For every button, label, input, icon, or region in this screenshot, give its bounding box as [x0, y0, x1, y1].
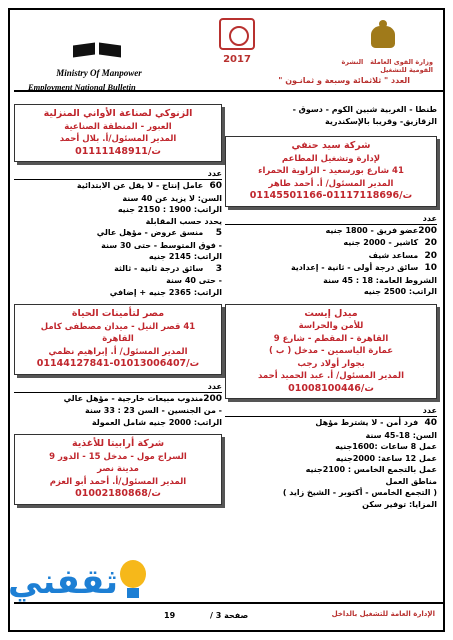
jobs-list — [14, 393, 222, 429]
job-text: سائق درجة أولى - ثانية - إعدادية — [290, 263, 419, 272]
job-row — [225, 453, 437, 465]
header-year: 2017 — [223, 54, 251, 65]
lightbulb-icon — [118, 560, 148, 602]
job-row — [225, 262, 437, 275]
job-row — [14, 417, 222, 429]
job-text: عمل 12 ساعة: 2000جنيه — [335, 453, 437, 463]
job-row — [14, 180, 222, 193]
job-text: الراتب: 2000 جنيه شامل العمولة — [91, 417, 222, 427]
left-column — [14, 104, 222, 505]
right-column — [225, 104, 437, 510]
bulletin-page — [8, 8, 445, 632]
job-text: سائق درجة ثانية - ثالثة — [114, 263, 204, 273]
intro-line: طنطا - الغربية شبين الكوم - دسوق - — [292, 105, 437, 114]
company-address: القاهرة - المقطم - شارع 9 — [273, 333, 389, 344]
job-text: كاشير - 2000 جنيه — [343, 238, 419, 247]
page-label: صفحة 3 / — [210, 611, 249, 620]
job-text: مناطق العمل — [385, 476, 437, 486]
job-text: فرد أمن - لا يشترط مؤهل — [315, 418, 419, 427]
company-name: شركة سيد حنفي — [291, 140, 371, 151]
company-box-middle-east — [225, 304, 437, 400]
company-phone: ت/01117118696-01145501166 — [249, 190, 413, 201]
job-text: عامل إنتاج - لا يقل عن الابتدائية — [76, 181, 204, 190]
job-count: 10 — [424, 263, 437, 273]
header-center — [202, 18, 272, 65]
job-row — [225, 275, 437, 287]
bulletin-english-title: Employment National Bulletin — [28, 82, 136, 92]
job-text: - فوق المتوسط - حتى 30 سنة — [101, 240, 222, 250]
job-row — [14, 393, 222, 406]
job-row — [14, 227, 222, 240]
job-row — [225, 250, 437, 263]
count-header: عدد — [14, 168, 222, 180]
job-row — [225, 417, 437, 430]
company-address: السراج مول - مدخل 15 - الدور 9 — [49, 451, 187, 462]
company-manager: المدير المسئول/أ. أحمد أبو العزم — [49, 476, 187, 487]
job-row — [14, 405, 222, 417]
job-row — [14, 287, 222, 299]
count-header: عدد — [14, 381, 222, 393]
watermark — [8, 556, 158, 620]
job-row — [225, 286, 437, 298]
company-address: بجوار أولاد رجب — [297, 358, 365, 369]
header-divider — [14, 90, 443, 92]
footer-department: الإدارة العامة للتشغيل بالداخل — [331, 610, 435, 618]
job-text: - من الجنسين - السن 23 : 33 سنة — [84, 406, 222, 415]
page-number: 19 — [164, 611, 176, 620]
header-right — [333, 20, 433, 74]
company-manager: المدير المسئول/ أ. أحمد طاهر — [268, 178, 394, 189]
job-row — [14, 275, 222, 287]
company-box-arabita — [14, 434, 222, 505]
job-text: عمل 8 ساعات :1600جنيه — [335, 442, 437, 451]
job-row — [14, 204, 222, 216]
job-count: 60 — [209, 181, 222, 191]
job-text: ( التجمع الخامس - أكتوبر - الشيخ زايد ) — [282, 488, 437, 497]
bulletin-arabic-name: النشرة القومية للتشغيل — [341, 58, 433, 74]
company-manager: المدير المسئول/ أ. إبراهيم نظمي — [48, 346, 188, 357]
company-address: العبور - المنطقة الصناعية — [64, 121, 172, 132]
company-phone: ت/01008100446 — [288, 382, 374, 394]
company-address: 41 قصر النيل - ميدان مصطفى كامل — [40, 321, 196, 332]
ministry-arabic-title — [333, 58, 433, 74]
job-count: 20 — [424, 238, 437, 248]
job-row — [14, 193, 222, 205]
intro-line: الزقازيق- وقريبا بالإسكندرية — [325, 117, 437, 126]
job-text: منسق عروض - مؤهل عالي — [96, 228, 204, 237]
company-manager: المدير المسئول/أ. بلال أحمد — [59, 134, 177, 144]
jobs-list — [225, 417, 437, 510]
company-line: للأمن والحراسة — [298, 321, 364, 331]
company-address: 41 شارع بورسعيد - الزاوية الحمراء — [258, 166, 404, 176]
jobs-list — [14, 180, 222, 298]
job-count: 200 — [203, 393, 222, 404]
job-text: المزايا: توفير سكن — [362, 499, 437, 509]
job-row — [14, 263, 222, 276]
job-text: الراتب: 2365 جنيه + إضافي — [109, 287, 222, 297]
job-count: 200 — [418, 225, 437, 236]
job-text: يحدد حسب المقابلة — [145, 216, 222, 226]
ministry-logo-icon — [69, 42, 129, 58]
job-row — [225, 441, 437, 453]
company-name: مصر لتأمينات الحياة — [71, 308, 165, 319]
job-text: مساعد شيف — [368, 250, 419, 260]
job-text: الشروط العامة: 18 : 45 سنة — [323, 275, 437, 285]
job-count: 20 — [424, 250, 437, 261]
job-text: عضو فريق - 1800 جنيه — [325, 225, 419, 235]
count-header: عدد — [225, 405, 437, 417]
job-text: الراتب: 2145 جنيه — [148, 252, 222, 261]
job-count: 5 — [215, 228, 222, 238]
company-line: لإدارة وتشغيل المطاعم — [281, 153, 381, 164]
company-address: القاهرة — [102, 334, 134, 344]
company-address: عمارة الياسمين - مدخل ( ب ) — [268, 346, 394, 356]
ministry-english-title: Ministry Of Manpower — [56, 68, 142, 78]
issue-number: العدد " ثلاثمائة وسبعة و ثمانـون " — [278, 76, 410, 85]
job-text: عمل بالتجمع الخامس : 2100جنيه — [305, 465, 437, 474]
header-left — [24, 42, 174, 78]
job-text: السن: لا يزيد عن 40 سنة — [122, 193, 222, 203]
job-row — [14, 216, 222, 228]
job-row — [225, 237, 437, 250]
company-phone: ت/01013006407-01144127841 — [36, 358, 200, 369]
job-text: - حتى 40 سنة — [166, 276, 222, 285]
job-row — [225, 499, 437, 511]
job-row — [14, 251, 222, 263]
job-row — [225, 464, 437, 476]
company-phone: ت/01111148911 — [75, 145, 161, 157]
count-header: عدد — [225, 213, 437, 225]
jobs-list — [225, 225, 437, 298]
job-text: الراتب: 2500 جنيه — [363, 287, 437, 296]
job-row — [225, 430, 437, 442]
company-box-zanouky — [14, 104, 222, 162]
company-name: ميدل إيست — [304, 307, 358, 319]
company-phone: ت/01002180868 — [75, 488, 161, 499]
job-row — [225, 476, 437, 488]
job-count: 40 — [424, 418, 437, 428]
company-box-sayed-hanafy — [225, 136, 437, 207]
job-row — [225, 225, 437, 238]
watermark-text: ثقفني — [8, 562, 118, 602]
job-row — [225, 487, 437, 499]
eagle-emblem-icon — [369, 20, 397, 54]
ministry-arabic-name: وزارة القوى العاملة — [370, 58, 433, 66]
job-text: مندوب مبيعات خارجية - مؤهل عالي — [63, 393, 204, 403]
job-text: السن: 18-45 سنة — [365, 430, 437, 440]
bulletin-logo-icon — [219, 18, 255, 50]
job-row — [14, 240, 222, 252]
job-text: الراتب: 1900 : 2150 جنيه — [117, 205, 222, 214]
company-name: الزنوكي لصناعة الأواني المنزلية — [43, 108, 193, 119]
company-address: مدينة نصر — [97, 464, 139, 474]
company-manager: المدير المسئول/ أ. عبد الحميد أحمد — [257, 371, 404, 381]
company-name: شركة أرابيتا للأغذية — [71, 438, 165, 449]
job-count: 3 — [215, 263, 222, 274]
company-box-misr-life — [14, 304, 222, 375]
